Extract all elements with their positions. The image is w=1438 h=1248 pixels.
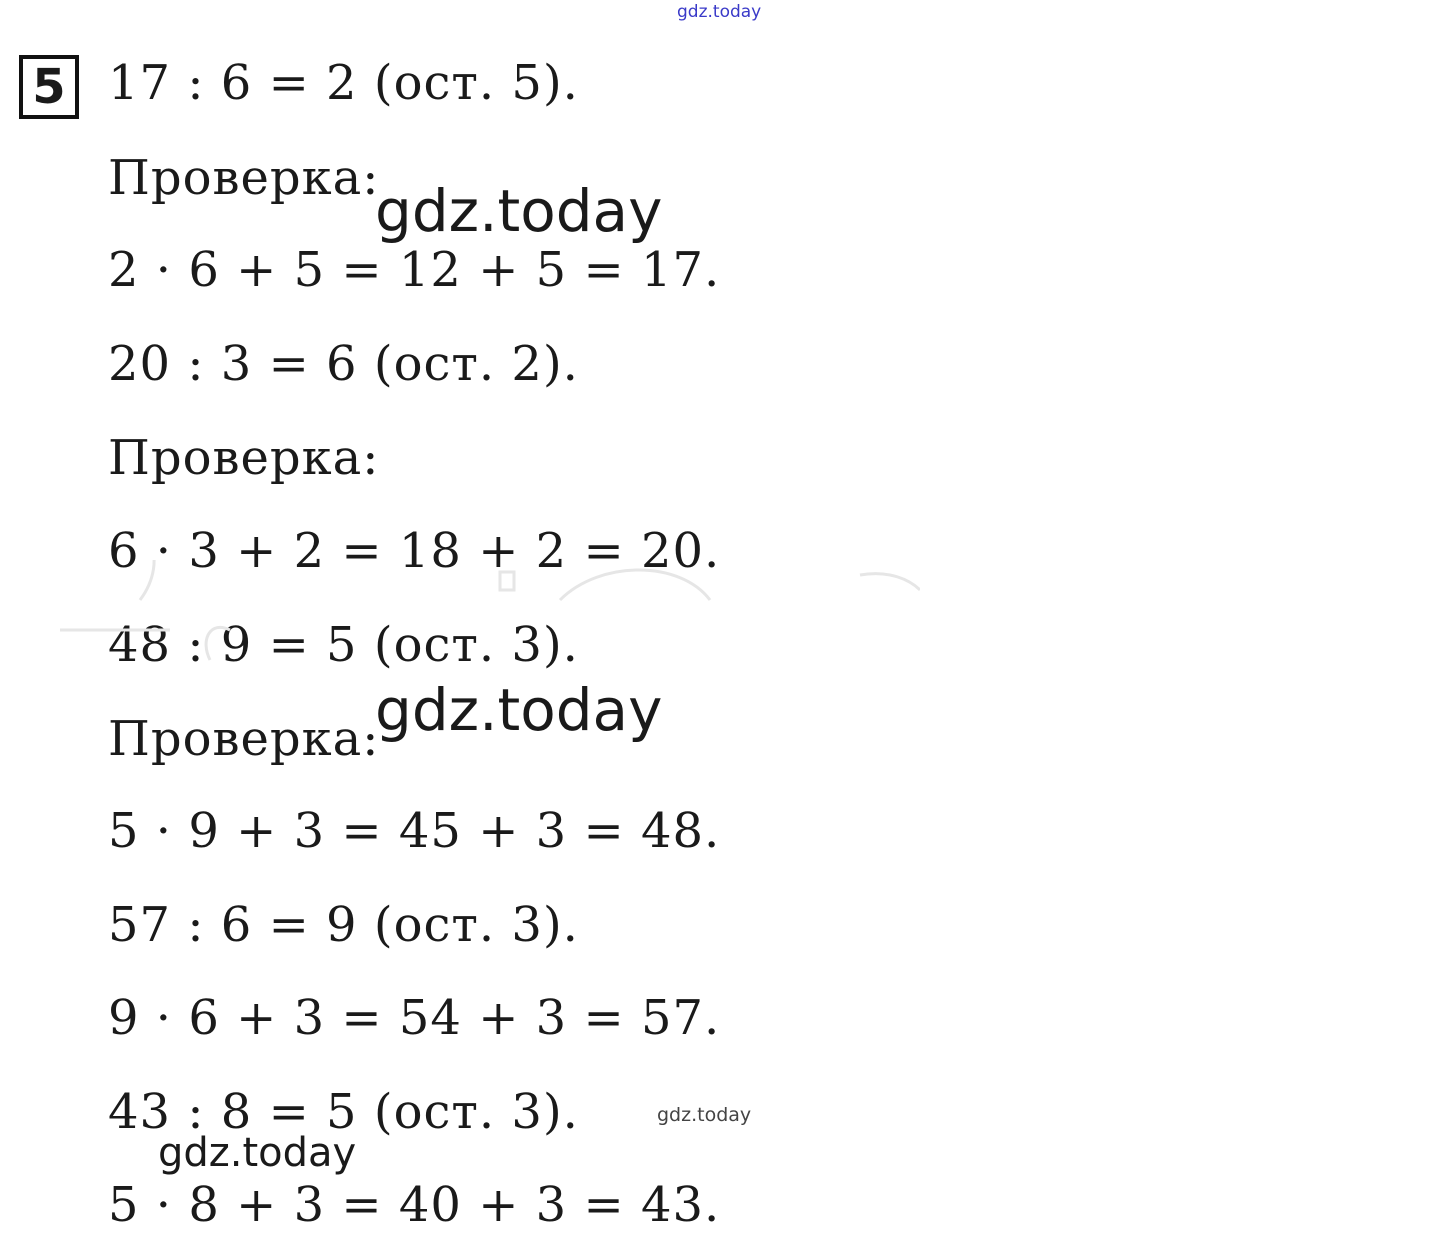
- task-number-badge: 5: [19, 55, 79, 119]
- watermark-top: gdz.today: [677, 2, 762, 22]
- ghost-arc-4: [860, 574, 920, 590]
- check-label-2: Проверка:: [108, 430, 380, 486]
- equation-line-4: 6 · 3 + 2 = 18 + 2 = 20.: [108, 523, 721, 579]
- watermark-large-2: gdz.today: [375, 676, 663, 744]
- watermark-large-1: gdz.today: [375, 177, 663, 245]
- equation-line-7: 57 : 6 = 9 (ост. 3).: [108, 897, 579, 953]
- equation-line-9: 43 : 8 = 5 (ост. 3).: [108, 1084, 579, 1140]
- watermark-small: gdz.today: [657, 1104, 752, 1126]
- equation-line-2: 2 · 6 + 5 = 12 + 5 = 17.: [108, 242, 721, 298]
- watermark-medium: gdz.today: [158, 1130, 357, 1176]
- equation-line-5: 48 : 9 = 5 (ост. 3).: [108, 617, 579, 673]
- equation-line-6: 5 · 9 + 3 = 45 + 3 = 48.: [108, 803, 721, 859]
- check-label-1: Проверка:: [108, 150, 380, 206]
- equation-line-10: 5 · 8 + 3 = 40 + 3 = 43.: [108, 1177, 721, 1233]
- check-label-3: Проверка:: [108, 711, 380, 767]
- equation-line-8: 9 · 6 + 3 = 54 + 3 = 57.: [108, 990, 721, 1046]
- equation-line-3: 20 : 3 = 6 (ост. 2).: [108, 336, 579, 392]
- equation-line-1: 17 : 6 = 2 (ост. 5).: [108, 55, 579, 111]
